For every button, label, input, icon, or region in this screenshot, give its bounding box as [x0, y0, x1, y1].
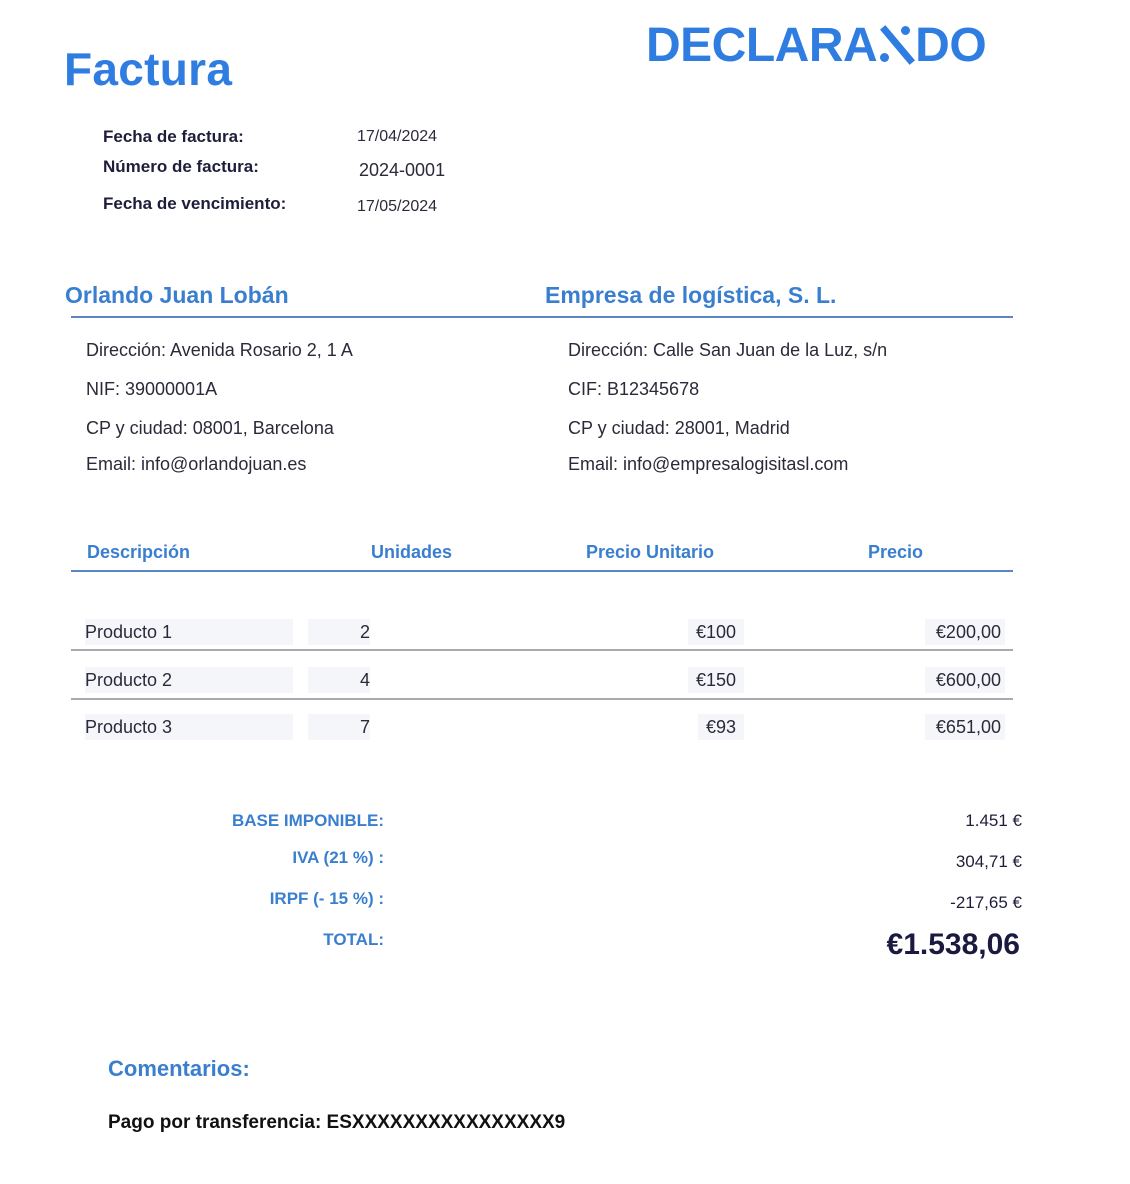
- iva-label: IVA (21 %) :: [292, 848, 384, 867]
- cell-units: 4: [308, 667, 370, 693]
- total-label: TOTAL:: [323, 930, 384, 949]
- cell-price: €600,00: [925, 667, 1005, 693]
- cell-description: Producto 2: [85, 667, 293, 693]
- client-address: Dirección: Calle San Juan de la Luz, s/n: [568, 340, 888, 360]
- column-header-unit-price: Precio Unitario: [586, 542, 715, 562]
- cell-unit-price: €150: [688, 667, 744, 693]
- cell-units: 2: [308, 619, 370, 645]
- column-header-price: Precio: [868, 542, 924, 562]
- logo-text-start: DECLARA: [646, 19, 878, 72]
- client-city: CP y ciudad: 28001, Madrid: [568, 418, 790, 438]
- issuer-nif: NIF: 39000001A: [86, 379, 218, 399]
- row-divider: [71, 649, 1013, 651]
- due-date-label: Fecha de vencimiento:: [103, 194, 287, 213]
- parties-divider: [71, 316, 1013, 318]
- logo-text-end: DO: [915, 19, 987, 72]
- cell-unit-price: €100: [688, 619, 744, 645]
- page-title: Factura: [64, 43, 233, 95]
- client-name: Empresa de logística, S. L.: [545, 282, 837, 308]
- issuer-name: Orlando Juan Lobán: [65, 282, 289, 308]
- issuer-email: Email: info@orlandojuan.es: [86, 454, 307, 474]
- cell-units: 7: [308, 714, 370, 740]
- base-imponible-value: 1.451 €: [965, 811, 1022, 830]
- issuer-city: CP y ciudad: 08001, Barcelona: [86, 418, 334, 438]
- base-imponible-label: BASE IMPONIBLE:: [231, 811, 384, 830]
- cell-price: €651,00: [925, 714, 1005, 740]
- invoice-number-label: Número de factura:: [103, 157, 259, 176]
- cell-description: Producto 1: [85, 619, 293, 645]
- comments-title: Comentarios:: [108, 1056, 250, 1081]
- column-header-description: Descripción: [87, 542, 191, 562]
- due-date-value: 17/05/2024: [357, 198, 438, 215]
- cell-unit-price: €93: [698, 714, 744, 740]
- invoice-date-value: 17/04/2024: [357, 128, 438, 145]
- invoice-date-label: Fecha de factura:: [103, 127, 244, 146]
- issuer-address: Dirección: Avenida Rosario 2, 1 A: [86, 340, 353, 360]
- irpf-label: IRPF (- 15 %) :: [269, 889, 384, 908]
- irpf-value: -217,65 €: [950, 893, 1022, 912]
- column-header-units: Unidades: [371, 542, 453, 562]
- cell-price: €200,00: [925, 619, 1005, 645]
- comments-text: Pago por transferencia: ESXXXXXXXXXXXXXXXX9: [108, 1112, 566, 1133]
- client-email: Email: info@empresalogisitasl.com: [568, 454, 849, 474]
- declarando-logo: [646, 18, 986, 73]
- iva-value: 304,71 €: [955, 852, 1022, 871]
- row-divider: [71, 698, 1013, 700]
- invoice-number-value: 2024-0001: [359, 160, 446, 180]
- total-value: €1.538,06: [886, 928, 1020, 961]
- client-cif: CIF: B12345678: [568, 379, 700, 399]
- logo-n-glyph-icon: [878, 24, 914, 64]
- cell-description: Producto 3: [85, 714, 293, 740]
- table-header-divider: [71, 570, 1013, 572]
